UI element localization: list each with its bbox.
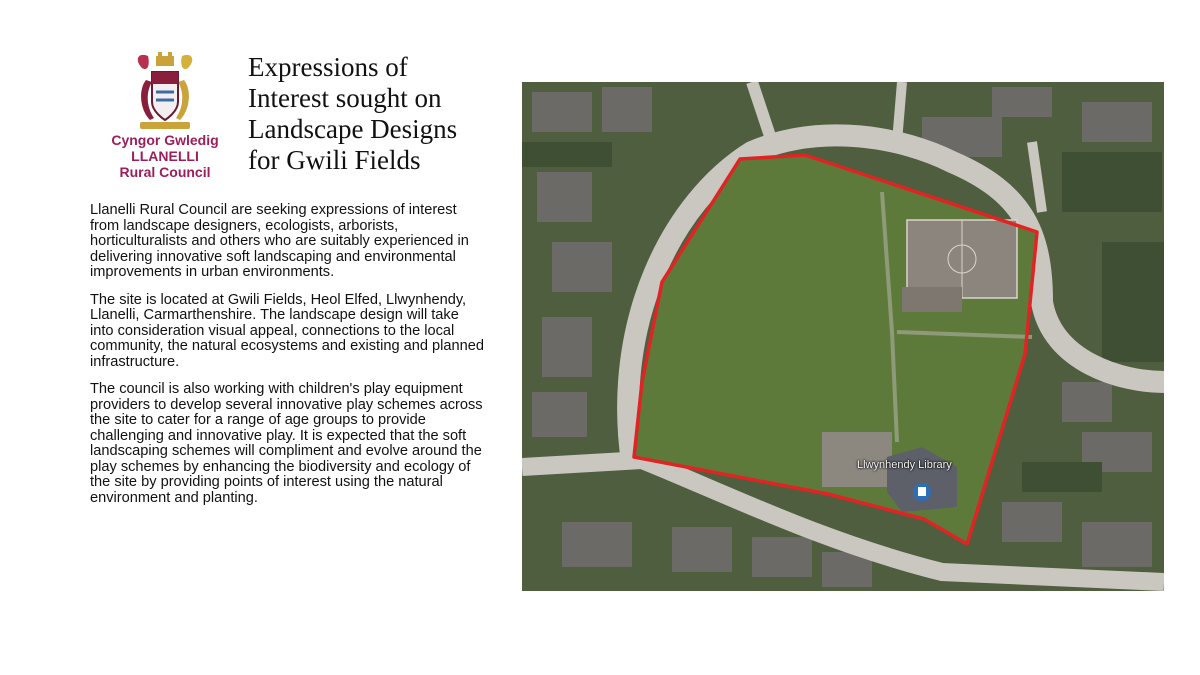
logo-line-3: Rural Council <box>119 164 211 180</box>
aerial-map <box>522 82 1164 591</box>
title-line: Expressions of <box>248 52 408 82</box>
paragraph-intro: Llanelli Rural Council are seeking expressions of interest from landscape designers, ecologists, arborists, horticulturalists and others who are suitably experienced in delivering innovative soft landscaping and environmental improvements in urban environments. <box>90 202 469 280</box>
map-label-library: Llwynhendy Library <box>857 459 952 471</box>
body-text <box>90 203 485 518</box>
crest-icon <box>130 50 200 132</box>
title-line: for Gwili Fields <box>248 145 421 175</box>
logo-line-1: Cyngor Gwledig <box>111 132 219 148</box>
title-line: Interest sought on <box>248 83 442 113</box>
page-title <box>248 52 508 176</box>
paragraph-site: The site is located at Gwili Fields, Heol Elfed, Llwynhendy, Llanelli, Carmarthenshire. The landscape design will take into consideration visual appeal, connections to the local community, the natural ecosystems and existing and planned infrastructure. <box>90 291 484 370</box>
aerial-map-graphic <box>522 82 1164 591</box>
title-line: Landscape Designs <box>248 114 458 144</box>
paragraph-play: The council is also working with children's play equipment providers to develop several innovative play schemes across the site to cater for a range of age groups to provide challenging and innovative play. It is expected that the soft landscaping schemes will compliment and evolve around the play schemes by enhancing the biodiversity and ecology of the site by providing points of interest using the natural environment and planting. <box>90 381 483 506</box>
logo-line-2: LLANELLI <box>131 148 199 164</box>
council-logo <box>100 50 230 190</box>
